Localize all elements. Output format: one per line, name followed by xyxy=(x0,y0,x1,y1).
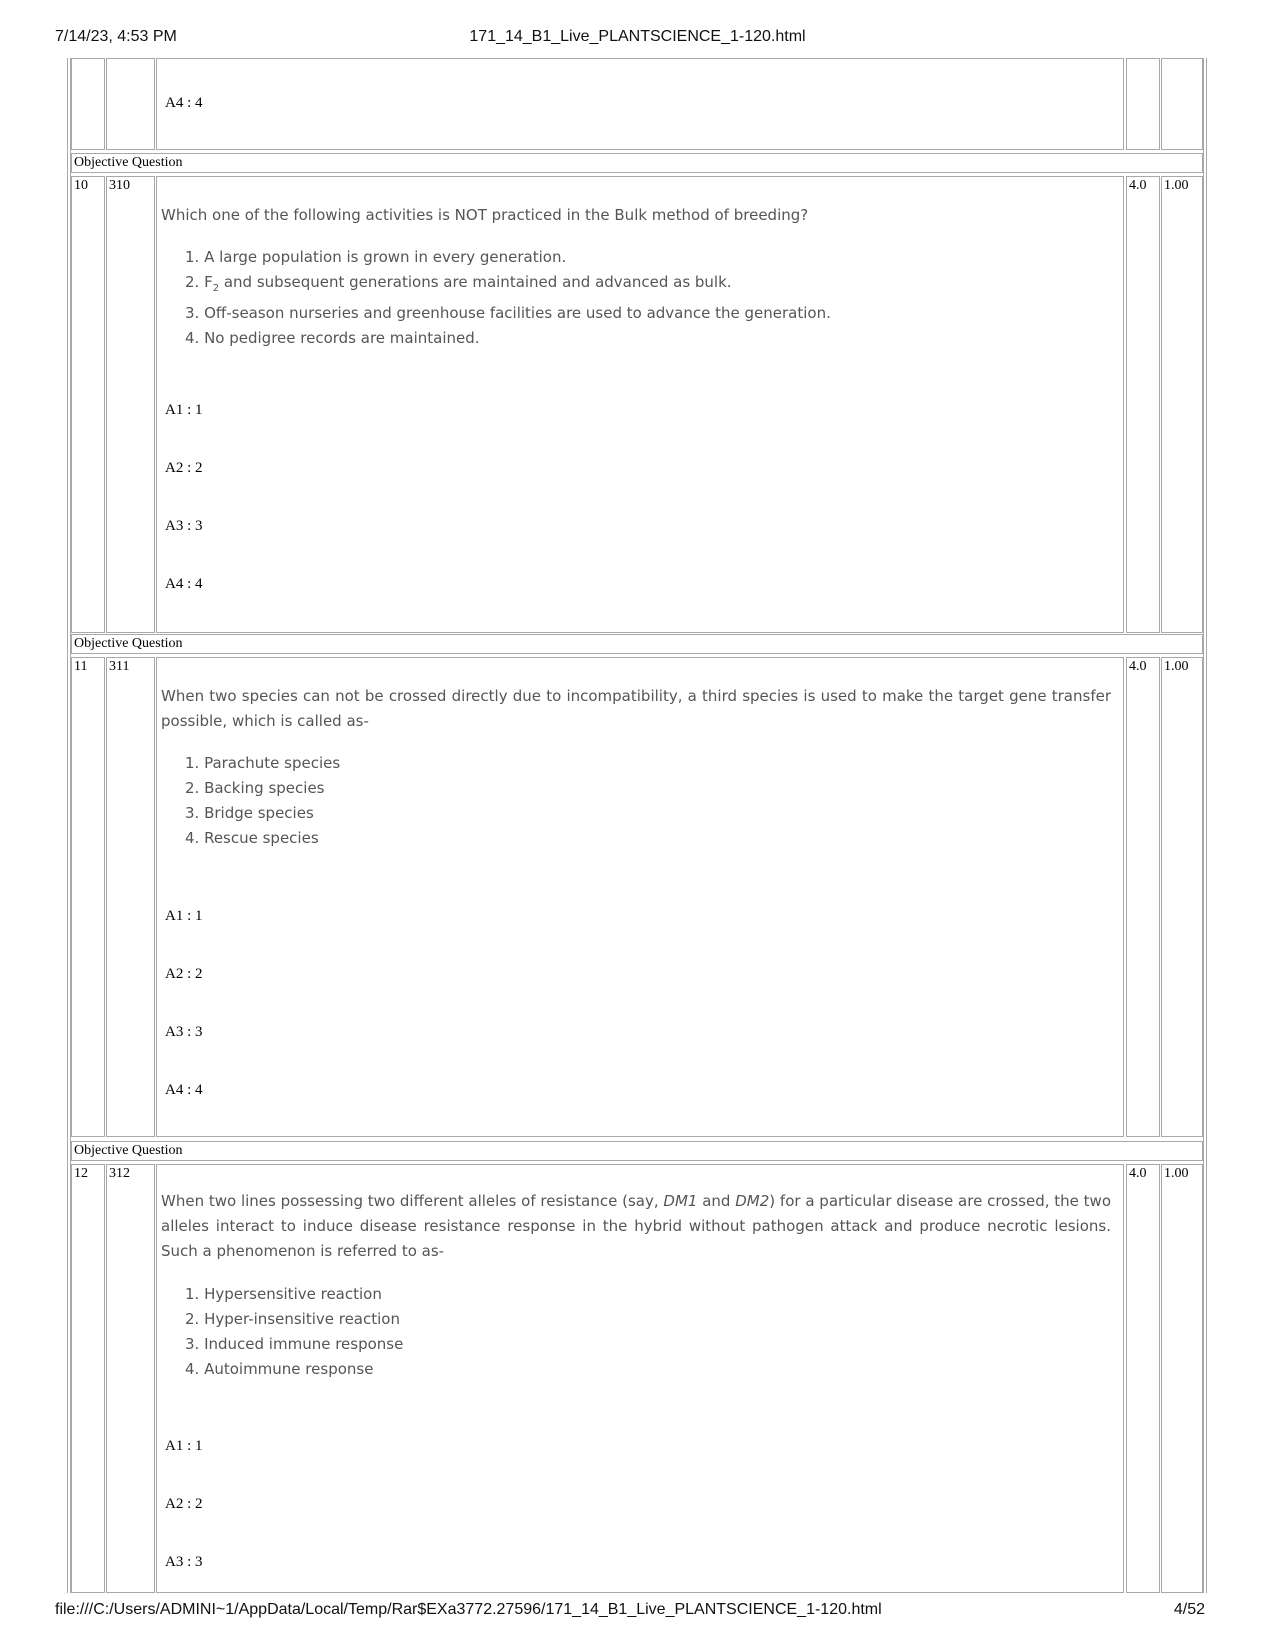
table-border-right-inner xyxy=(1203,58,1204,1593)
question-text: Which one of the following activities is NOT practiced in the Bulk method of breeding? xyxy=(161,206,809,224)
negative-marks: 1.00 xyxy=(1164,178,1189,193)
allele-term: DM2 xyxy=(735,1192,770,1210)
page-number: 4/52 xyxy=(1173,1601,1205,1618)
print-timestamp: 7/14/23, 4:53 PM xyxy=(55,28,177,45)
question-id: 312 xyxy=(109,1166,130,1181)
serial-number: 10 xyxy=(74,178,88,193)
option-list xyxy=(185,245,831,351)
question-text: When two lines possessing two different alleles of resistance (say, DM1 and DM2) for a particular disease are crossed, the two alleles interact to induce disease resistance response in the hybrid without pathogen attack and produce necrotic lesions. Such a phenomenon is referred to as- xyxy=(161,1192,1112,1260)
section-label: Objective Question xyxy=(71,153,1203,173)
file-path: file:///C:/Users/ADMINI~1/AppData/Local/Temp/Rar$EXa3772.27596/171_14_B1_Live_PLANTSCIENCE_1-120.html xyxy=(55,1601,882,1618)
option-item: 2. $F_2$ and subsequent generations are maintained and advanced as bulk. xyxy=(185,273,732,294)
answer-option: A2 : 2 xyxy=(165,966,203,982)
table-border-right xyxy=(1206,58,1207,1593)
answer-option: A2 : 2 xyxy=(165,1496,203,1512)
print-footer xyxy=(0,1601,1275,1623)
question-id: 311 xyxy=(109,659,130,674)
answer-option: A4 : 4 xyxy=(165,576,203,592)
option-list xyxy=(185,1282,403,1382)
document-title: 171_14_B1_Live_PLANTSCIENCE_1-120.html xyxy=(469,28,806,45)
option-item: 1. A large population is grown in every generation. xyxy=(185,248,567,266)
question-id: 310 xyxy=(109,178,130,193)
answer-option: A3 : 3 xyxy=(165,1024,203,1040)
serial-number: 12 xyxy=(74,1166,88,1181)
answer-option: A1 : 1 xyxy=(165,908,203,924)
table-border-left xyxy=(67,58,68,1593)
option-item: 4. No pedigree records are maintained. xyxy=(185,329,480,347)
answer-option: A1 : 1 xyxy=(165,1438,203,1454)
option-item: 3. Induced immune response xyxy=(185,1335,404,1353)
option-item: 1. Parachute species xyxy=(185,754,341,772)
option-item: 3. Off-season nurseries and greenhouse facilities are used to advance the generation. xyxy=(185,304,831,322)
serial-number: 11 xyxy=(74,659,88,674)
allele-term: DM1 xyxy=(663,1192,698,1210)
answer-option: A1 : 1 xyxy=(165,402,203,418)
negative-marks: 1.00 xyxy=(1164,659,1189,674)
option-item: 4. Autoimmune response xyxy=(185,1360,374,1378)
marks: 4.0 xyxy=(1129,178,1147,193)
option-item: 3. Bridge species xyxy=(185,804,314,822)
print-header xyxy=(0,28,1275,50)
option-list xyxy=(185,751,340,851)
option-item: 1. Hypersensitive reaction xyxy=(185,1285,382,1303)
marks: 4.0 xyxy=(1129,1166,1147,1181)
section-label: Objective Question xyxy=(71,1141,1203,1161)
answer-option: A4 : 4 xyxy=(165,1082,203,1098)
answer-option: A3 : 3 xyxy=(165,518,203,534)
negative-marks: 1.00 xyxy=(1164,1166,1189,1181)
answer-option: A4 : 4 xyxy=(165,95,203,111)
option-item: 2. Hyper-insensitive reaction xyxy=(185,1310,400,1328)
answer-option: A3 : 3 xyxy=(165,1554,203,1570)
question-text: When two species can not be crossed directly due to incompatibility, a third species is used to make the target gene transfer possible, which is called as- xyxy=(161,687,1111,730)
option-item: 4. Rescue species xyxy=(185,829,319,847)
marks: 4.0 xyxy=(1129,659,1147,674)
answer-option: A2 : 2 xyxy=(165,460,203,476)
option-item: 2. Backing species xyxy=(185,779,325,797)
section-label: Objective Question xyxy=(71,634,1203,654)
